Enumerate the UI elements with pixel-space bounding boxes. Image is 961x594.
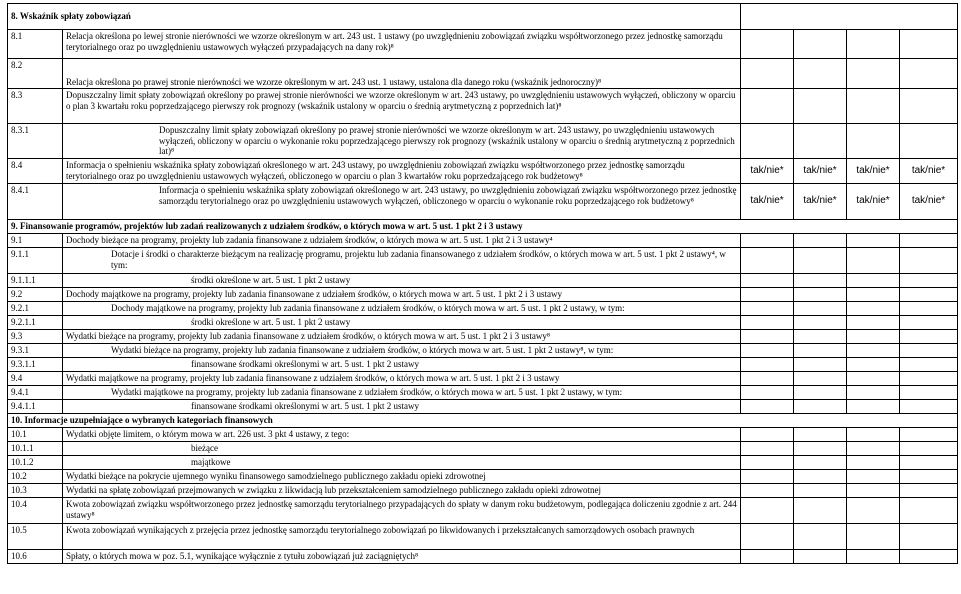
table-row: [8, 524, 958, 550]
row-description: Wydatki majątkowe na programy, projekty lub zadania finansowane z udziałem środków, o których mowa w art. 5 ust. 1 pkt 2 i 3 ustawy: [63, 372, 741, 386]
row-description: Dochody bieżące na programy, projekty lub zadania finansowane z udziałem środków, o których mowa w art. 5 ust. 1 pkt 2 i 3 ustawy⁴: [63, 234, 741, 248]
row-number: 9.3.1.1: [8, 358, 63, 372]
yes-no-value: tak/nie*: [741, 184, 794, 220]
row-number: 9.2: [8, 288, 63, 302]
section-header-row: [8, 4, 958, 30]
table-row: [8, 288, 958, 302]
table-row: [8, 386, 958, 400]
row-number: 9.4.1: [8, 386, 63, 400]
yes-no-value: tak/nie*: [794, 159, 847, 184]
table-row: [8, 302, 958, 316]
section-10-title: 10. Informacje uzupełniające o wybranych kategoriach finansowych: [8, 414, 958, 428]
row-description: Kwota zobowiązań wynikających z przejęcia przez jednostkę samorządu terytorialnego zobowiązań po likwidowanych i przekształcanych samorządowych osobach prawnych: [63, 524, 741, 550]
row-description: bieżące: [63, 442, 741, 456]
row-description: Wydatki objęte limitem, o którym mowa w art. 226 ust. 3 pkt 4 ustawy, z tego:: [63, 428, 741, 442]
table-row: [8, 470, 958, 484]
row-number: 9.2.1.1: [8, 316, 63, 330]
row-number: 10.4: [8, 498, 63, 524]
table-row: [8, 184, 958, 220]
section-header-row: [8, 220, 958, 234]
row-description: Kwota zobowiązań związku współtworzonego przez jednostkę samorządu terytorialnego przypadających do spłaty w danym roku budżetowym, podlegająca doliczeniu zgodnie z art. 244 ustawy⁸: [63, 498, 741, 524]
table-row: [8, 400, 958, 414]
row-number: 10.1.1: [8, 442, 63, 456]
table-row: [8, 428, 958, 442]
table-row: [8, 484, 958, 498]
row-number: 8.2: [8, 59, 63, 89]
row-description: Informacja o spełnieniu wskaźnika spłaty zobowiązań określonego w art. 243 ustawy, po uwzględnieniu zobowiązań związku współtworzonego przez jednostkę samorządu terytorialnego oraz po uwzględnieniu ustawowych wyłączeń, obliczonego w oparciu o wykonanie roku poprzedzającego rok budżetowy⁸: [63, 184, 741, 220]
yes-no-value: tak/nie*: [847, 159, 900, 184]
table-row: [8, 344, 958, 358]
row-number: 10.3: [8, 484, 63, 498]
row-description: Wydatki bieżące na pokrycie ujemnego wyniku finansowego samodzielnego publicznego zakładu opieki zdrowotnej: [63, 470, 741, 484]
row-description: środki określone w art. 5 ust. 1 pkt 2 ustawy: [63, 316, 741, 330]
row-description: Wydatki na spłatę zobowiązań przejmowanych w związku z likwidacją lub przekształceniem samodzielnego publicznego zakładu opieki zdrowotnej: [63, 484, 741, 498]
section-9-title: 9. Finansowanie programów, projektów lub zadań realizowanych z udziałem środków, o których mowa w art. 5 ust. 1 pkt 2 i 3 ustawy: [8, 220, 958, 234]
yes-no-value: tak/nie*: [741, 159, 794, 184]
row-description: Wydatki majątkowe na programy, projekty lub zadania finansowane z udziałem środków, o których mowa w art. 5 ust. 1 pkt 2 ustawy, w tym:: [63, 386, 741, 400]
row-number: 8.4.1: [8, 184, 63, 220]
row-number: 10.6: [8, 550, 63, 564]
table-row: [8, 372, 958, 386]
table-row: [8, 248, 958, 274]
row-description: Wydatki bieżące na programy, projekty lub zadania finansowane z udziałem środków, o których mowa w art. 5 ust. 1 pkt 2 i 3 ustawy⁸: [63, 330, 741, 344]
row-description: Informacja o spełnieniu wskaźnika spłaty zobowiązań określonego w art. 243 ustawy, po uwzględnieniu zobowiązań związku współtworzonego przez jednostkę samorządu terytorialnego oraz po uwzględnieniu ustawowych wyłączeń, obliczonego w oparciu o plan 3 kwartałów roku poprzedzającego rok budżetowy⁸: [63, 159, 741, 184]
row-description: Wydatki bieżące na programy, projekty lub zadania finansowane z udziałem środków, o których mowa w art. 5 ust. 1 pkt 2 ustawy⁸, w tym:: [63, 344, 741, 358]
row-number: 8.4: [8, 159, 63, 184]
table-row: [8, 442, 958, 456]
row-number: 9.3.1: [8, 344, 63, 358]
row-description: Dopuszczalny limit spłaty zobowiązań określony po prawej stronie nierówności we wzorze określonym w art. 243 ustawy, po uwzględnieniu ustawowych wyłączeń, obliczony w oparciu o wykonanie roku poprzedzającego pierwszy rok prognozy (wskaźnik ustalony w oparciu o średnią arytmetyczną z poprzednich lat)⁸: [63, 124, 741, 159]
row-number: 10.1: [8, 428, 63, 442]
table-row: [8, 274, 958, 288]
row-number: 8.3: [8, 89, 63, 124]
yes-no-value: tak/nie*: [847, 184, 900, 220]
row-description: Spłaty, o których mowa w poz. 5.1, wynikające wyłącznie z tytułu zobowiązań już zaciągniętych⁸: [63, 550, 741, 564]
row-number: 10.2: [8, 470, 63, 484]
table-row: [8, 30, 958, 59]
row-number: 8.1: [8, 30, 63, 59]
table-row: [8, 358, 958, 372]
row-description: Dochody majątkowe na programy, projekty lub zadania finansowane z udziałem środków, o których mowa w art. 5 ust. 1 pkt 2 i 3 ustawy: [63, 288, 741, 302]
section-header-row: [8, 414, 958, 428]
row-number: 9.4: [8, 372, 63, 386]
section-8-title: 8. Wskaźnik spłaty zobowiązań: [8, 4, 741, 30]
table-row: [8, 498, 958, 524]
row-number: 10.1.2: [8, 456, 63, 470]
table-row: [8, 234, 958, 248]
row-description: Dochody majątkowe na programy, projekty lub zadania finansowane z udziałem środków, o których mowa w art. 5 ust. 1 pkt 2 ustawy, w tym:: [63, 302, 741, 316]
yes-no-value: tak/nie*: [900, 159, 958, 184]
table-row: [8, 316, 958, 330]
row-description: środki określone w art. 5 ust. 1 pkt 2 ustawy: [63, 274, 741, 288]
financial-forecast-table: [7, 3, 958, 564]
table-row: [8, 330, 958, 344]
table-row: [8, 89, 958, 124]
row-number: 10.5: [8, 524, 63, 550]
row-description: Dopuszczalny limit spłaty zobowiązań określony po prawej stronie nierówności we wzorze określonym w art. 243 ustawy, po uwzględnieniu ustawowych wyłączeń, obliczony w oparciu o plan 3 kwartału roku poprzedzającego pierwszy rok prognozy (wskaźnik ustalony w oparciu o średnią arytmetyczną z poprzednich lat)⁸: [63, 89, 741, 124]
yes-no-value: tak/nie*: [794, 184, 847, 220]
row-number: 8.3.1: [8, 124, 63, 159]
table-row: [8, 159, 958, 184]
row-number: 9.4.1.1: [8, 400, 63, 414]
row-description: finansowane środkami określonymi w art. 5 ust. 1 pkt 2 ustawy: [63, 400, 741, 414]
table-row: [8, 59, 958, 89]
row-description: majątkowe: [63, 456, 741, 470]
table-row: [8, 456, 958, 470]
row-number: 9.3: [8, 330, 63, 344]
yes-no-value: tak/nie*: [900, 184, 958, 220]
row-description: finansowane środkami określonymi w art. 5 ust. 1 pkt 2 ustawy: [63, 358, 741, 372]
row-description: Relacja określona po prawej stronie nierówności we wzorze określonym w art. 243 ust. 1 ustawy, ustalona dla danego roku (wskaźnik jednoroczny)⁸: [63, 59, 741, 89]
row-description: Relacja określona po lewej stronie nierówności we wzorze określonym w art. 243 ust. 1 ustawy (po uwzględnieniu zobowiązań związku współtworzonego przez jednostkę samorządu terytorialnego oraz po uwzględnieniu ustawowych wyłączeń przypadających na dany rok)⁸: [63, 30, 741, 59]
row-number: 9.1.1: [8, 248, 63, 274]
table-row: [8, 550, 958, 564]
row-number: 9.2.1: [8, 302, 63, 316]
row-number: 9.1.1.1: [8, 274, 63, 288]
row-number: 9.1: [8, 234, 63, 248]
table-row: [8, 124, 958, 159]
row-description: Dotacje i środki o charakterze bieżącym na realizację programu, projektu lub zadania finansowanego z udziałem środków, o których mowa w art. 5 ust. 1 pkt 2 ustawy⁴, w tym:: [63, 248, 741, 274]
